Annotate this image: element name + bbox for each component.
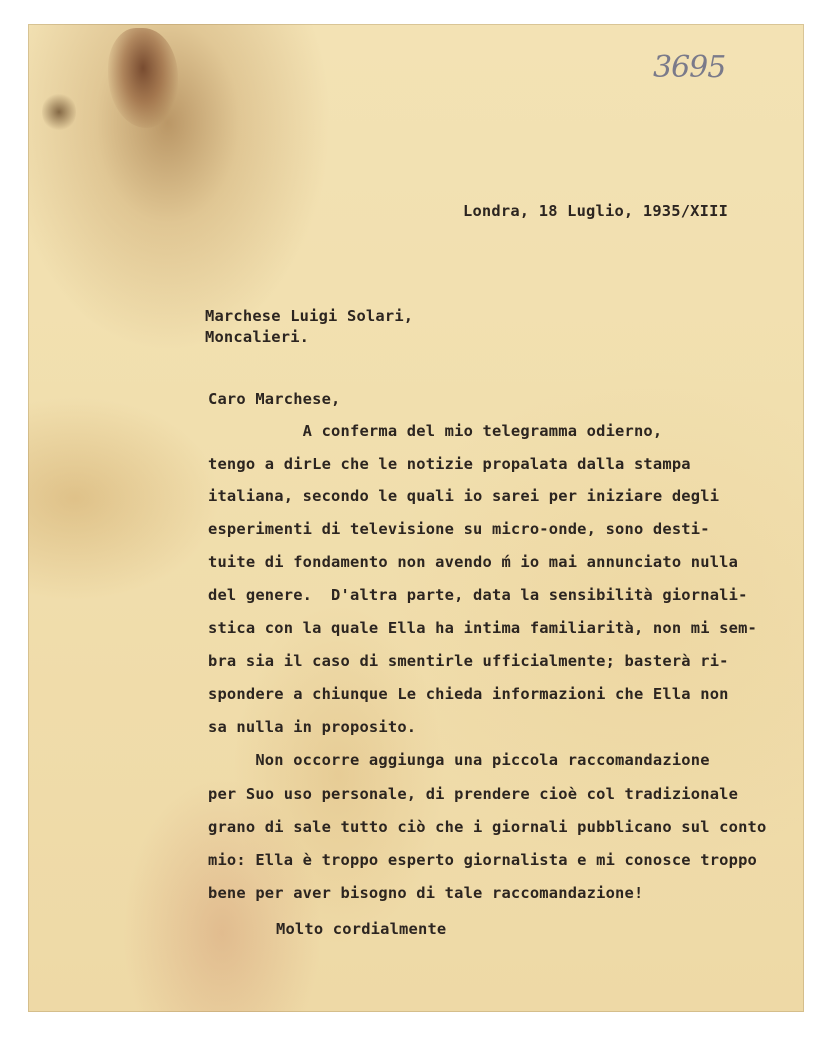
body-line: per Suo uso personale, di prendere cioè col tradizionale — [208, 785, 739, 803]
body-line: bene per aver bisogno di tale raccomandazione! — [208, 884, 644, 902]
recipient-name: Marchese Luigi Solari, — [205, 307, 414, 325]
body-line: spondere a chiunque Le chieda informazioni che Ella non — [208, 685, 729, 703]
body-line: mio: Ella è troppo esperto giornalista e mi conosce troppo — [208, 851, 758, 869]
burn-stain — [108, 28, 178, 128]
letter-sheet — [28, 24, 804, 1012]
archive-number: 3695 — [653, 50, 726, 85]
body-line: Non occorre aggiunga una piccola raccomandazione — [208, 751, 710, 769]
body-line: tengo a dirLe che le notizie propalata dalla stampa — [208, 455, 691, 473]
body-line: A conferma del mio telegramma odierno, — [208, 422, 663, 440]
body-line: grano di sale tutto ciò che i giornali pubblicano sul conto — [208, 818, 767, 836]
letter-date: Londra, 18 Luglio, 1935/XIII — [463, 202, 729, 220]
body-line: esperimenti di televisione su micro-onde, sono desti- — [208, 520, 710, 538]
body-line: del genere. D'altra parte, data la sensibilità giornali- — [208, 586, 748, 604]
ink-spot — [42, 92, 76, 132]
body-line: tuite di fondamento non avendo ḿ io mai annunciato nulla — [208, 553, 739, 571]
body-line: sa nulla in proposito. — [208, 718, 417, 736]
body-line: italiana, secondo le quali io sarei per iniziare degli — [208, 487, 720, 505]
recipient-place: Moncalieri. — [205, 328, 310, 346]
body-line: bra sia il caso di smentirle ufficialmente; basterà ri- — [208, 652, 729, 670]
closing: Molto cordialmente — [276, 920, 447, 938]
salutation: Caro Marchese, — [208, 390, 341, 408]
body-line: stica con la quale Ella ha intima familiarità, non mi sem- — [208, 619, 758, 637]
